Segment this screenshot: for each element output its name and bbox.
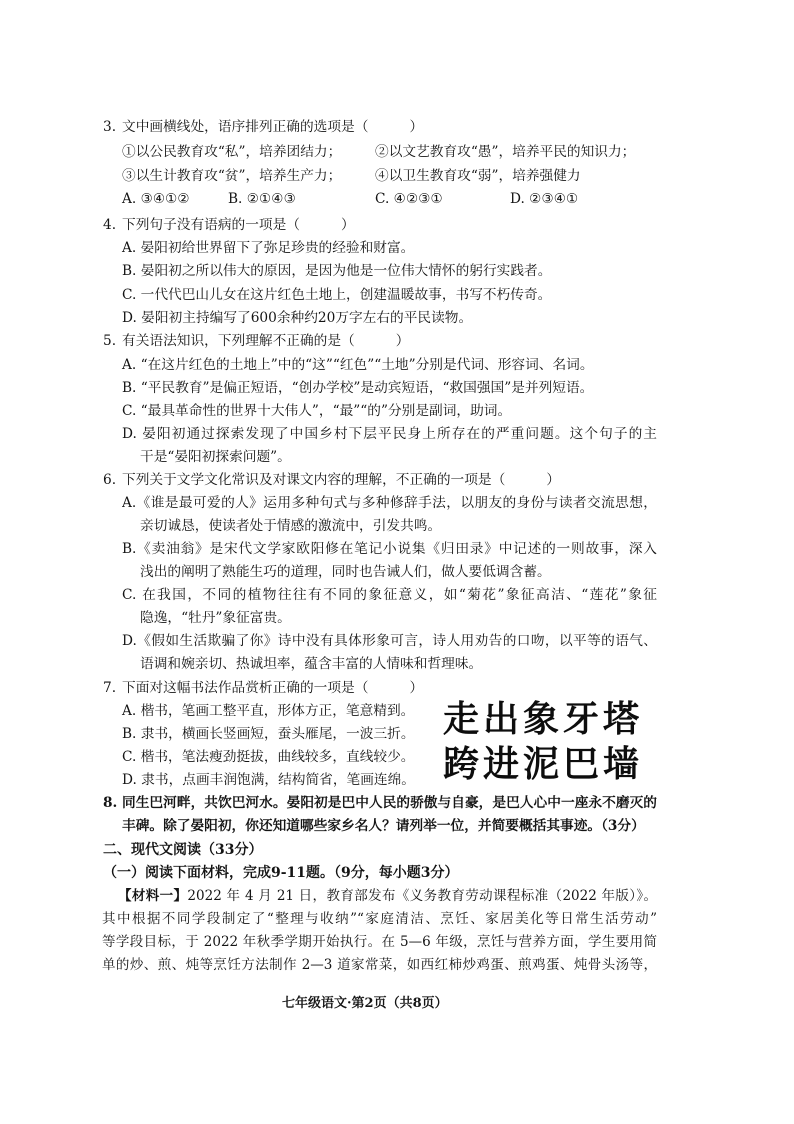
q4-option-c: C. 一代代巴山儿女在这片红色土地上，创建温暖故事，书写不朽传奇。 <box>122 287 552 303</box>
q6-option-a-line-1: A.《谁是最可爱的人》运用多种句式与多种修辞手法，以朋友的身份与读者交流思想， <box>122 495 657 511</box>
section-title: 二、现代文阅读（33分） <box>103 842 263 858</box>
q5-option-b: B. “平民教育”是偏正短语，“创办学校”是动宾短语，“救国强国”是并列短语。 <box>122 380 594 396</box>
material-line-4: 单的炒、煎、炖等烹饪方法制作 2—3 道家常菜，如西红柿炒鸡蛋、煎鸡蛋、炖骨头汤等， <box>102 957 657 973</box>
q3-option-d: D. ②③④① <box>510 191 579 207</box>
q6-number: 6. <box>103 472 117 488</box>
q7-option-b: B. 隶书，横画长竖画短，蚕头雁尾，一波三折。 <box>122 726 415 742</box>
q7-option-a: A. 楷书，笔画工整平直，形体方正，笔意精到。 <box>122 703 415 719</box>
calligraphy-line-1: 走出象牙塔 <box>443 699 644 740</box>
material-line-1-text: 2022 年 4 月 21 日，教育部发布《义务教育劳动课程标准（2022 年版）》。 <box>187 888 657 904</box>
q6-option-d-line-2: 语调和婉亲切、热诚坦率，蕴含丰富的人情味和哲理味。 <box>140 656 483 672</box>
q4-option-d: D. 晏阳初主持编写了600余种约20万字左右的平民读物。 <box>122 310 473 326</box>
q4-option-b: B. 晏阳初之所以伟大的原因，是因为他是一位伟大情怀的躬行实践者。 <box>122 263 552 279</box>
q3-stem: 文中画横线处，语序排列正确的选项是（ ） <box>122 119 424 135</box>
q6-stem: 下列关于文学文化常识及对课文内容的理解，不正确的一项是（ ） <box>122 472 561 488</box>
q3-number: 3. <box>103 119 117 135</box>
q5-option-a: A. “在这片红色的土地上”中的“这”“红色”“土地”分别是代词、形容词、名词。 <box>122 357 594 373</box>
page-footer: 七年级语文·第2页（共8页） <box>282 996 448 1011</box>
q3-item-3: ③以生计教育攻“贫”，培养生产力； <box>122 168 342 184</box>
q6-option-d-line-1: D.《假如生活欺骗了你》诗中没有具体形象可言，诗人用劝告的口吻，以平等的语气、 <box>122 633 657 649</box>
calligraphy-line-2: 跨进泥巴墙 <box>443 744 644 785</box>
q6-option-a-line-2: 亲切诚恳，使读者处于情感的激流中，引发共鸣。 <box>140 518 442 534</box>
q8-line-1: 同生巴河畔，共饮巴河水。晏阳初是巴中人民的骄傲与自豪，是巴人心中一座永不磨灭的 <box>122 795 657 811</box>
q6-option-c-line-1: C. 在我国，不同的植物往往有不同的象征意义，如“菊花”象征高洁、“莲花”象征 <box>122 587 657 603</box>
q4-number: 4. <box>103 217 117 233</box>
q4-stem: 下列句子没有语病的一项是（ ） <box>122 217 355 233</box>
q5-option-d-line-2: 干是“晏阳初探索问题”。 <box>140 449 291 465</box>
q3-item-1: ①以公民教育攻“私”，培养团结力； <box>122 144 342 160</box>
q5-option-d-line-1: D. 晏阳初通过探索发现了中国乡村下层平民身上所存在的严重问题。这个句子的主 <box>122 426 657 442</box>
q8-number: 8. <box>103 795 118 811</box>
section-subtitle: （一）阅读下面材料，完成9-11题。（9分，每小题3分） <box>103 865 459 881</box>
q3-item-4: ④以卫生教育攻“弱”，培养强健力 <box>375 168 581 184</box>
q5-number: 5. <box>103 333 117 349</box>
q6-option-c-line-2: 隐逸，“牡丹”象征富贵。 <box>140 610 291 626</box>
q5-option-c: C. “最具革命性的世界十大伟人”，“最”“的”分别是副词，助词。 <box>122 403 512 419</box>
q3-option-a: A. ③④①② <box>122 191 190 207</box>
q3-option-b: B. ②①④③ <box>228 191 296 207</box>
q3-item-2: ②以文艺教育攻“愚”，培养平民的知识力； <box>375 144 636 160</box>
material-tag: 【材料一】 <box>118 888 188 904</box>
q7-option-c: C. 楷书，笔法瘦劲挺拔，曲线较多，直线较少。 <box>122 749 415 765</box>
q6-option-b-line-2: 浅出的阐明了熟能生巧的道理，同时也告诫人们，做人要低调含蓄。 <box>140 564 551 580</box>
q3-option-c: C. ④②③① <box>375 191 443 207</box>
q7-number: 7. <box>103 680 117 696</box>
q8-line-2: 丰碑。除了晏阳初，你还知道哪些家乡名人？请列举一位，并简要概括其事迹。（3分） <box>122 818 645 834</box>
q5-stem: 有关语法知识，下列理解不正确的是（ ） <box>122 333 410 349</box>
q7-stem: 下面对这幅书法作品赏析正确的一项是（ ） <box>122 680 424 696</box>
material-line-1 <box>118 886 657 906</box>
q7-option-d: D. 隶书，点画丰润饱满，结构简省，笔画连绵。 <box>122 772 415 788</box>
material-line-3: 等学段目标，于 2022 年秋季学期开始执行。在 5—6 年级，烹饪与营养方面，学生要用简 <box>102 934 657 950</box>
q6-option-b-line-1: B.《卖油翁》是宋代文学家欧阳修在笔记小说集《归田录》中记述的一则故事，深入 <box>122 541 657 557</box>
material-line-2: 其中根据不同学段制定了“整理与收纳”“家庭清洁、烹饪、家居美化等日常生活劳动” <box>102 911 657 927</box>
q4-option-a: A. 晏阳初给世界留下了弥足珍贵的经验和财富。 <box>122 240 415 256</box>
